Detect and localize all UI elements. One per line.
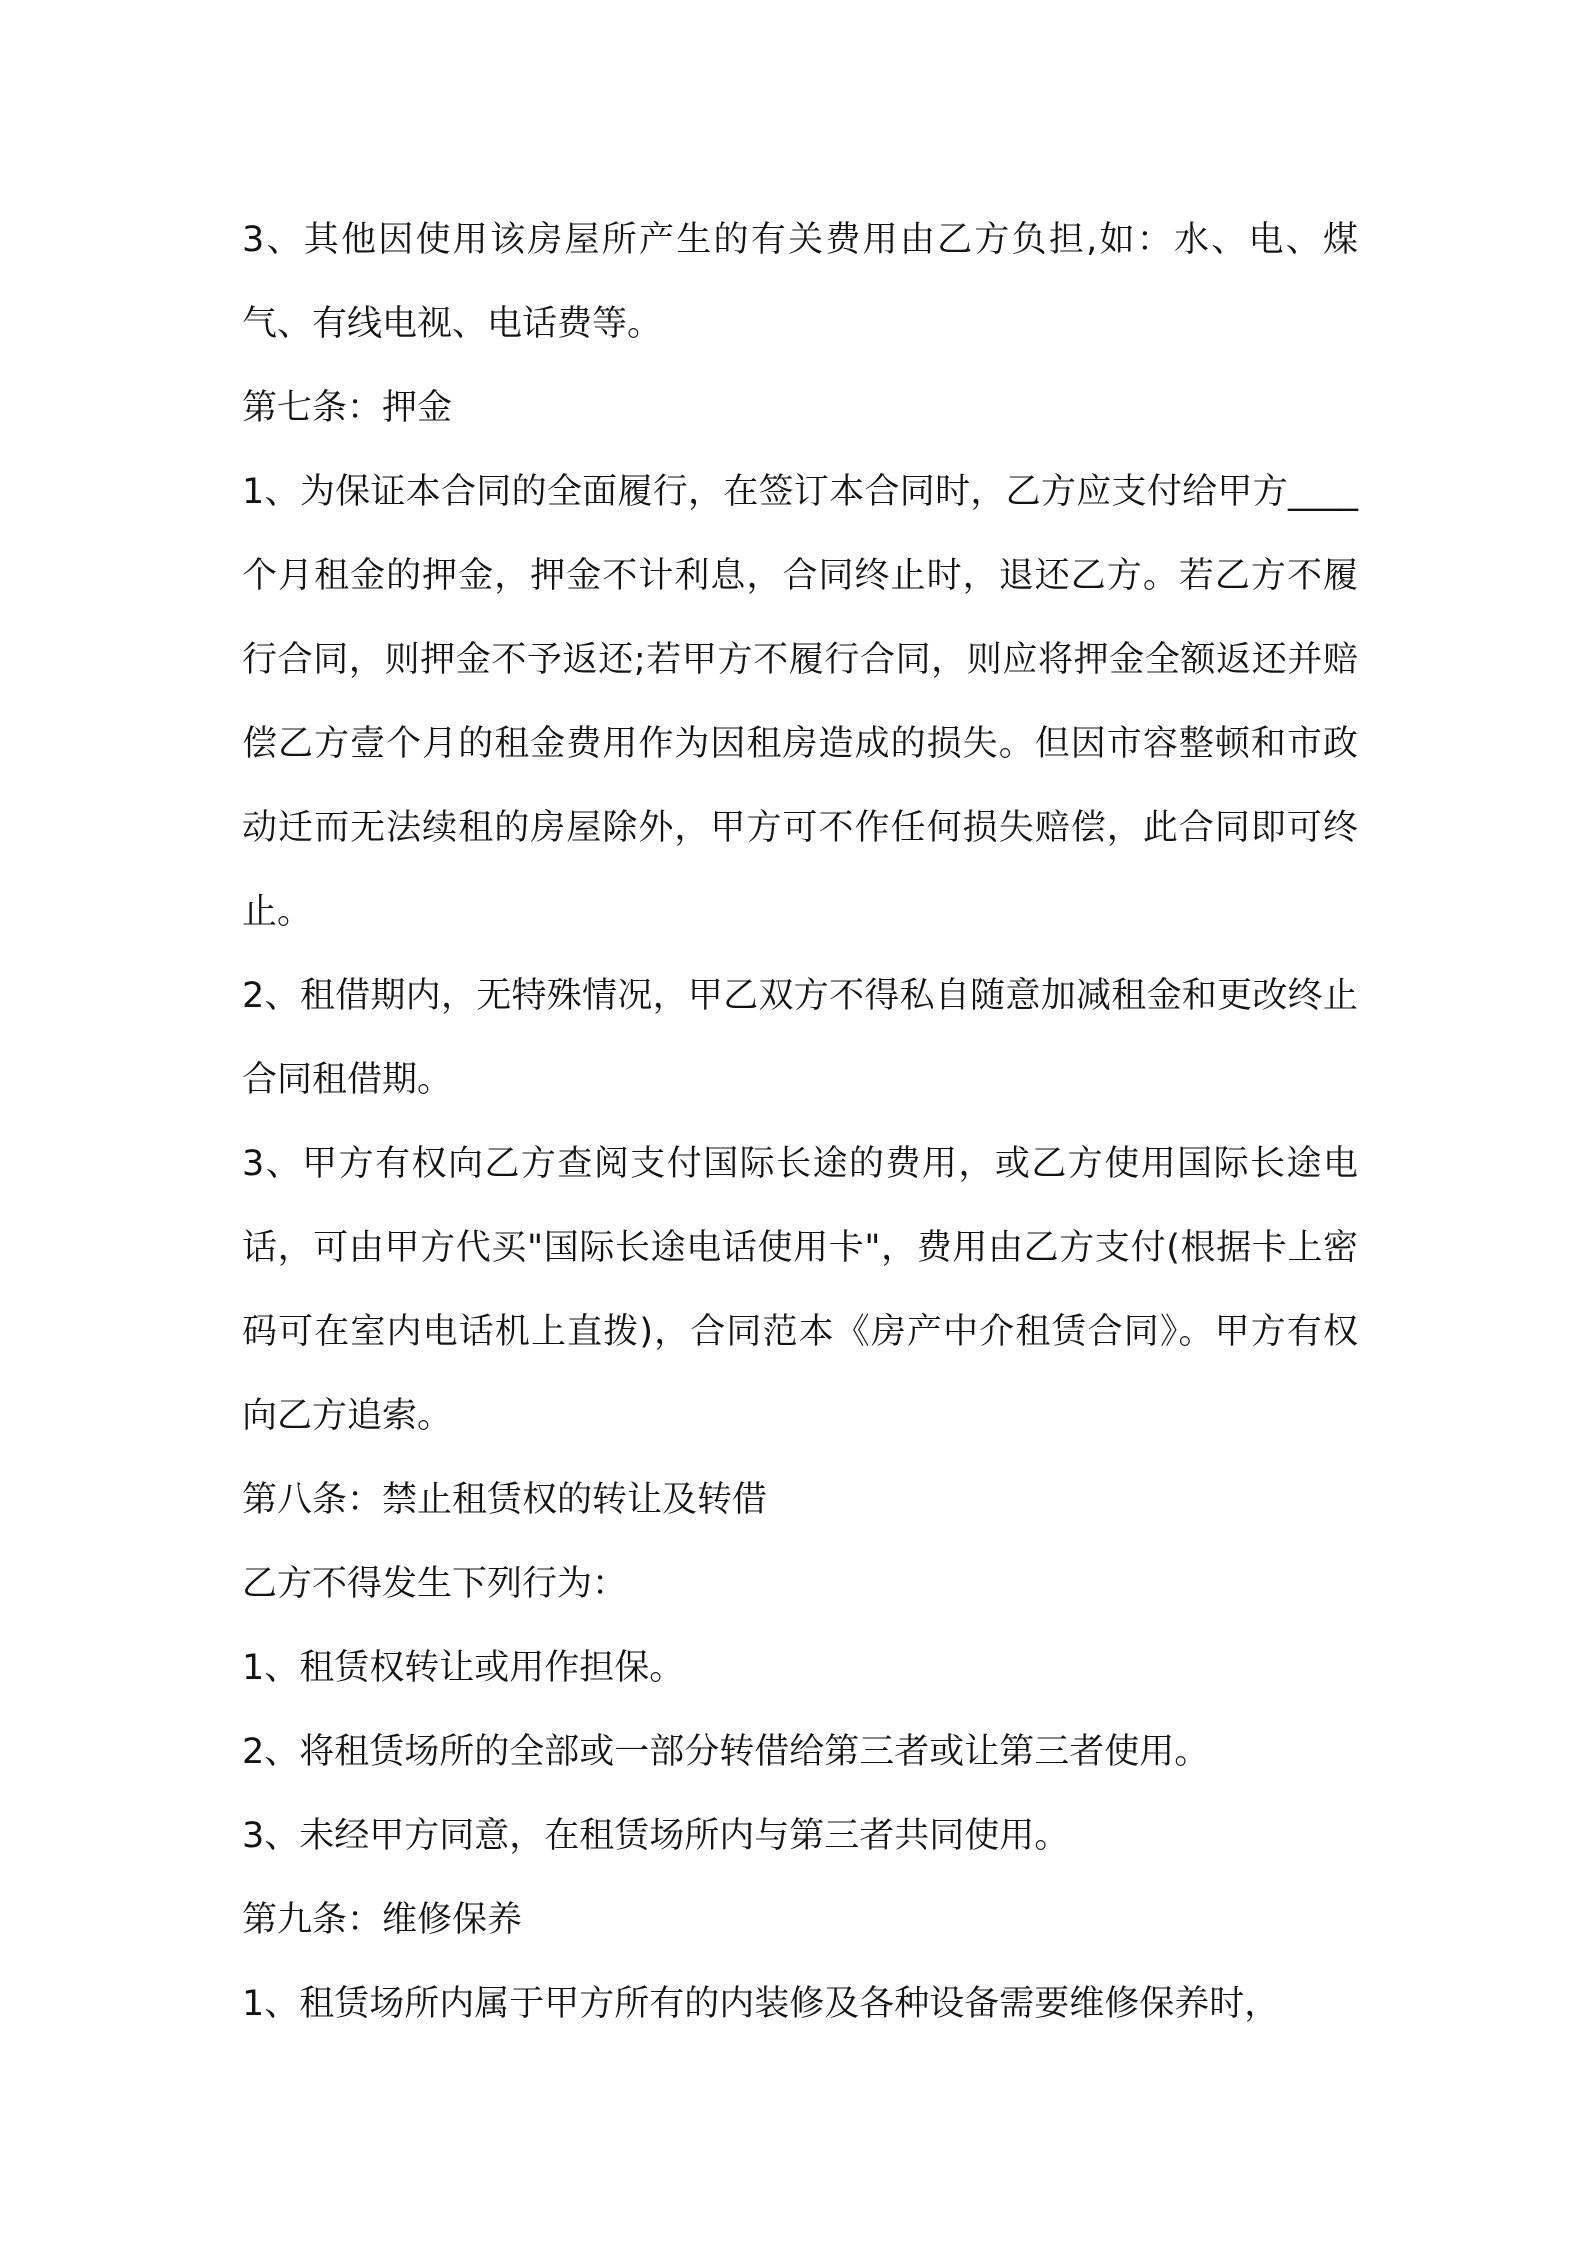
clause-8-item-2: 2、将租赁场所的全部或一部分转借给第三者或让第三者使用。 xyxy=(242,1732,1210,1772)
clause-8-item-1: 1、租赁权转让或用作担保。 xyxy=(242,1648,685,1688)
article-8-heading: 第八条：禁止租赁权的转让及转借 xyxy=(242,1480,768,1520)
clause-6-item-3: 3、其他因使用该房屋所产生的有关费用由乙方负担,如：水、电、煤气、有线电视、电话费等。 xyxy=(242,220,1358,344)
clause-7-item-3: 3、甲方有权向乙方查阅支付国际长途的费用，或乙方使用国际长途电话，可由甲方代买"国际长途电话使用卡"，费用由乙方支付(根据卡上密码可在室内电话机上直拨)，合同范本《房产中介租赁合同》。甲方有权向乙方追索。 xyxy=(242,1144,1358,1436)
article-7-heading: 第七条：押金 xyxy=(242,388,453,428)
clause-7-item-1: 1、为保证本合同的全面履行，在签订本合同时，乙方应支付给甲方____个月租金的押金，押金不计利息，合同终止时，退还乙方。若乙方不履行合同，则押金不予返还;若甲方不履行合同，则应将押金全额返还并赔偿乙方壹个月的租金费用作为因租房造成的损失。但因市容整顿和市政动迁而无法续租的房屋除外，甲方可不作任何损失赔偿，此合同即可终止。 xyxy=(242,472,1358,932)
document-body xyxy=(242,198,1358,2046)
clause-8-item-3: 3、未经甲方同意，在租赁场所内与第三者共同使用。 xyxy=(242,1816,1070,1856)
clause-7-item-2: 2、租借期内，无特殊情况，甲乙双方不得私自随意加减租金和更改终止合同租借期。 xyxy=(242,976,1358,1100)
article-8-intro: 乙方不得发生下列行为： xyxy=(242,1564,628,1604)
article-9-heading: 第九条：维修保养 xyxy=(242,1900,523,1940)
clause-9-item-1: 1、租赁场所内属于甲方所有的内装修及各种设备需要维修保养时， xyxy=(242,1984,1280,2024)
